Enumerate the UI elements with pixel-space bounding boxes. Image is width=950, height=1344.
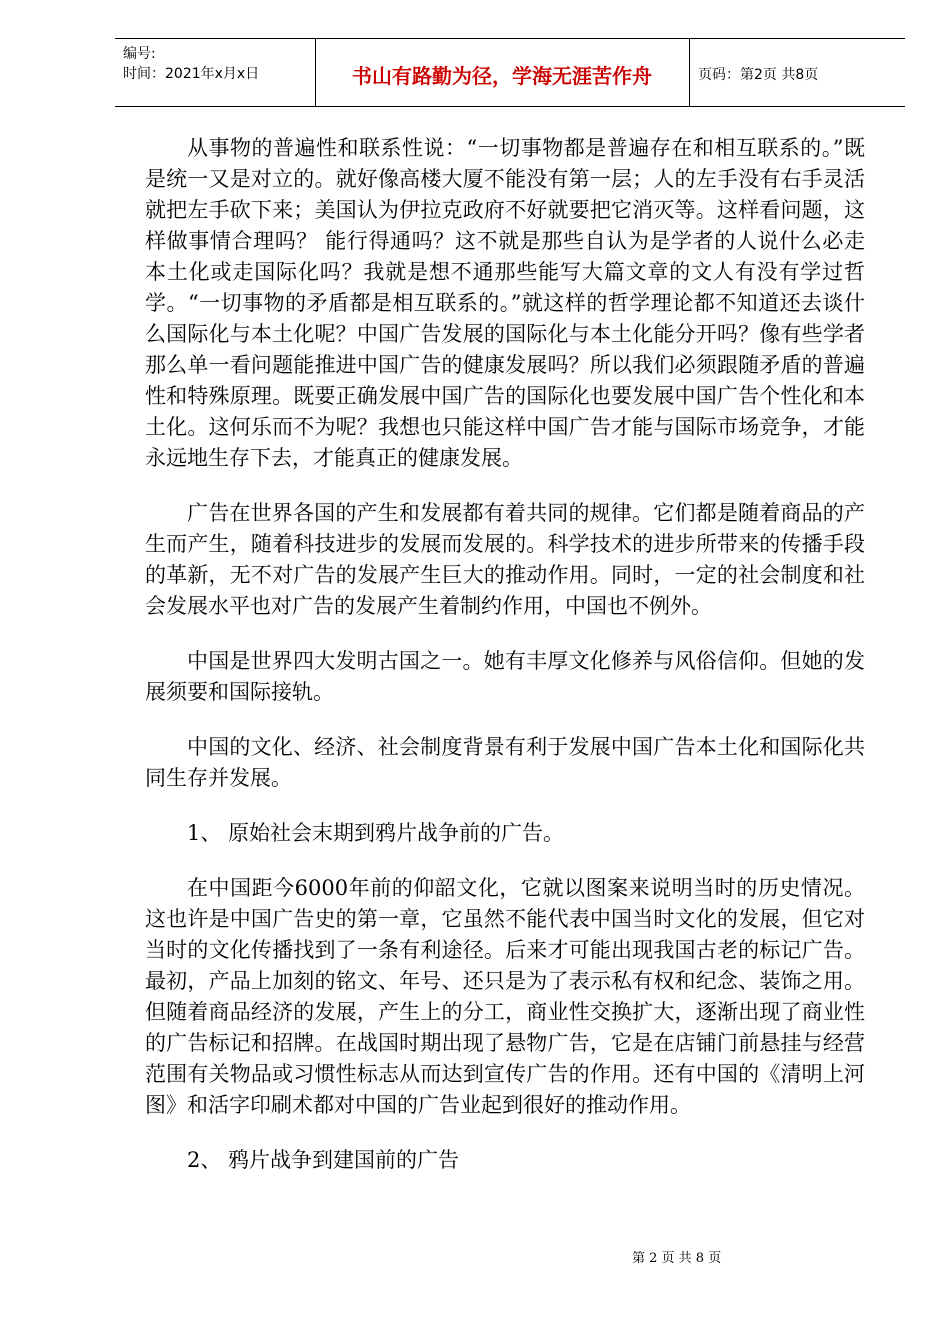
paragraph-2: 广告在世界各国的产生和发展都有着共同的规律。它们都是随着商品的产生而产生，随着科技进步的发展而发展的。科学技术的进步所带来的传播手段的革新，无不对广告的发展产生巨大的推动作用。同时，一定的社会制度和社会发展水平也对广告的发展产生着制约作用，中国也不例外。 (145, 501, 865, 618)
header-top-rule (115, 38, 905, 39)
section-heading-2: 2、 鸦片战争到建国前的广告 (187, 1148, 460, 1172)
header-bottom-rule (115, 106, 905, 107)
header-time: 时间：2021年x月x日 (123, 66, 260, 82)
paragraph-5: 在中国距今6000年前的仰韶文化，它就以图案来说明当时的历史情况。这也许是中国广告史的第一章，它虽然不能代表中国当时文化的发展，但它对当时的文化传播找到了一条有利途径。后来才可能出现我国古老的标记广告。最初，产品上加刻的铭文、年号、还只是为了表示私有权和纪念、装饰之用。但随着商品经济的发展，产生上的分工，商业性交换扩大，逐渐出现了商业性的广告标记和招牌。在战国时期出现了悬物广告，它是在店铺门前悬挂与经营范围有关物品或习惯性标志从而达到宣传广告的作用。还有中国的《清明上河图》和活字印刷术都对中国的广告业起到很好的推动作用。 (145, 876, 865, 1117)
footer-page-number: 第 2 页 共 8 页 (632, 1251, 722, 1266)
header-meta (123, 44, 259, 84)
page-header (115, 38, 905, 108)
paragraph-4: 中国的文化、经济、社会制度背景有利于发展中国广告本土化和国际化共同生存并发展。 (145, 735, 865, 790)
header-motto: 书山有路勤为径，学海无涯苦作舟 (352, 64, 652, 88)
paragraph-3: 中国是世界四大发明古国之一。她有丰厚文化修养与风俗信仰。但她的发展须要和国际接轨。 (145, 649, 865, 704)
document-body (145, 133, 865, 1200)
paragraph-1: 从事物的普遍性和联系性说：“一切事物都是普遍存在和相互联系的。”既是统一又是对立的。就好像高楼大厦不能没有第一层；人的左手没有右手灵活就把左手砍下来；美国认为伊拉克政府不好就要把它消灭等。这样看问题，这样做事情合理吗？ 能行得通吗？这不就是那些自认为是学者的人说什么必走本土化或走国际化吗？我就是想不通那些能写大篇文章的文人有没有学过哲学。“一切事物的矛盾都是相互联系的。”就这样的哲学理论都不知道还去谈什么国际化与本土化呢？中国广告发展的国际化与本土化能分开吗？像有些学者那么单一看问题能推进中国广告的健康发展吗？所以我们必须跟随矛盾的普遍性和特殊原理。既要正确发展中国广告的国际化也要发展中国广告个性化和本土化。这何乐而不为呢？我想也只能这样中国广告才能与国际市场竞争，才能永远地生存下去，才能真正的健康发展。 (145, 136, 865, 470)
header-serial: 编号: (123, 46, 156, 62)
header-divider-right (689, 38, 690, 107)
section-heading-1: 1、 原始社会末期到鸦片战争前的广告。 (187, 821, 565, 845)
header-page-info: 页码：第2页 共8页 (698, 67, 819, 83)
